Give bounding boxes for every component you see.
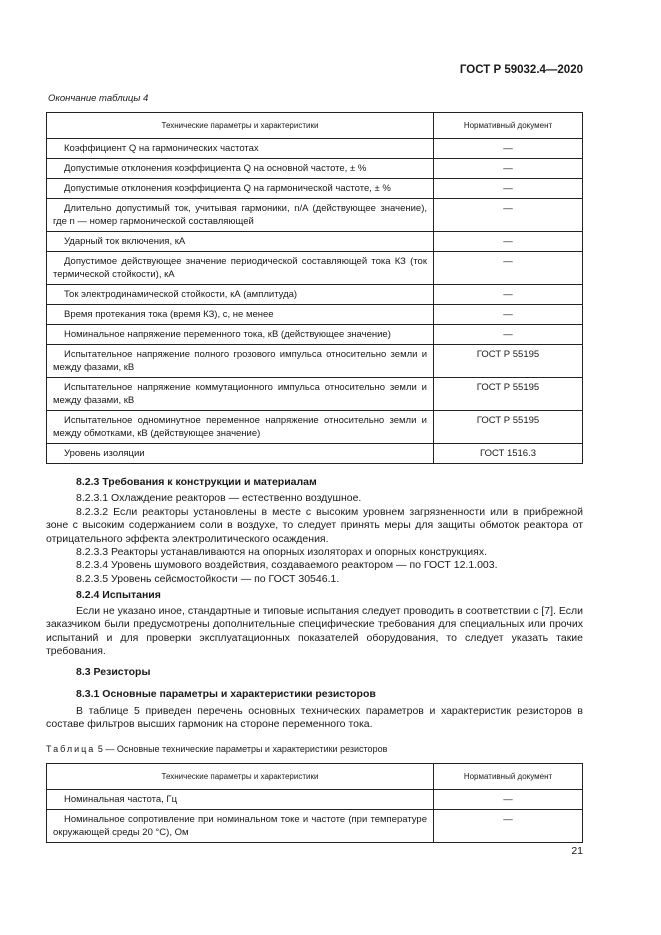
table-row xyxy=(47,252,583,285)
doc-cell: — xyxy=(434,139,583,159)
table5-caption xyxy=(46,744,387,754)
param-cell: Номинальная частота, Гц xyxy=(47,790,434,810)
doc-cell: — xyxy=(434,285,583,305)
section-8-2-3-5: 8.2.3.5 Уровень сейсмостойкости — по ГОСТ 30546.1. xyxy=(76,573,340,585)
section-8-3-1-text: В таблице 5 приведен перечень основных технических параметров и характеристик резисторов в составе фильтров высших гармоник на стороне переменного тока. xyxy=(46,705,583,731)
table-row xyxy=(47,305,583,325)
section-8-3-1-title: 8.3.1 Основные параметры и характеристики резисторов xyxy=(76,688,376,700)
section-8-2-3-title: 8.2.3 Требования к конструкции и материалам xyxy=(76,476,317,488)
param-cell: Время протекания тока (время КЗ), с, не менее xyxy=(47,305,434,325)
doc-cell: ГОСТ Р 55195 xyxy=(434,378,583,411)
table-row xyxy=(47,232,583,252)
param-cell: Длительно допустимый ток, учитывая гармоники, n/A (действующее значение), где n — номер гармонической составляющей xyxy=(47,199,434,232)
param-cell: Коэффициент Q на гармонических частотах xyxy=(47,139,434,159)
table-row xyxy=(47,345,583,378)
param-cell: Ударный ток включения, кА xyxy=(47,232,434,252)
doc-cell: — xyxy=(434,325,583,345)
section-8-2-3-3: 8.2.3.3 Реакторы устанавливаются на опорных изоляторах и опорных конструкциях. xyxy=(76,546,488,558)
table4-header-doc: Нормативный документ xyxy=(434,113,583,139)
table-row xyxy=(47,790,583,810)
table-row xyxy=(47,139,583,159)
section-8-2-4-text: Если не указано иное, стандартные и типовые испытания следует проводить в соответствии с [7]. Если заказчиком были предусмотрены дополнительные специфические требования для специальных или прочих испытаний и для проверки эксплуатационных показателей оборудования, то следует указать такие требования. xyxy=(46,605,583,658)
param-cell: Допустимые отклонения коэффициента Q на основной частоте, ± % xyxy=(47,159,434,179)
table4-body xyxy=(47,139,583,464)
doc-cell: ГОСТ Р 55195 xyxy=(434,345,583,378)
section-8-2-4-title: 8.2.4 Испытания xyxy=(76,589,161,601)
param-cell: Номинальное сопротивление при номинальном токе и частоте (при температуре окружающей среды 20 °С), Ом xyxy=(47,810,434,843)
param-cell: Номинальное напряжение переменного тока, кВ (действующее значение) xyxy=(47,325,434,345)
table-row xyxy=(47,285,583,305)
table-row xyxy=(47,444,583,464)
param-cell: Испытательное напряжение полного грозового импульса относительно земли и между фазами, кВ xyxy=(47,345,434,378)
doc-cell: — xyxy=(434,305,583,325)
section-8-3-title: 8.3 Резисторы xyxy=(76,666,151,678)
table5-caption-text: — Основные технические параметры и характеристики резисторов xyxy=(105,744,388,754)
doc-cell: — xyxy=(434,252,583,285)
table-4 xyxy=(46,112,583,464)
table5-header-doc: Нормативный документ xyxy=(434,764,583,790)
doc-cell: — xyxy=(434,790,583,810)
table-row xyxy=(47,179,583,199)
table4-header-params: Технические параметры и характеристики xyxy=(47,113,434,139)
table5-header-params: Технические параметры и характеристики xyxy=(47,764,434,790)
param-cell: Допустимые отклонения коэффициента Q на гармонической частоте, ± % xyxy=(47,179,434,199)
param-cell: Ток электродинамической стойкости, кА (амплитуда) xyxy=(47,285,434,305)
table-row xyxy=(47,411,583,444)
section-8-2-3-2: 8.2.3.2 Если реакторы установлены в месте с высоким уровнем загрязненности или в прибрежной зоне с высоким содержанием соли в воздухе, то следует принять меры для защиты обмоток реактора от отрицательного эффекта электролитического осаждения. xyxy=(46,506,583,545)
doc-cell: ГОСТ Р 55195 xyxy=(434,411,583,444)
doc-cell: — xyxy=(434,199,583,232)
param-cell: Испытательное одноминутное переменное напряжение относительно земли и между обмотками, кВ (действующее значение) xyxy=(47,411,434,444)
table-continuation-label: Окончание таблицы 4 xyxy=(48,93,149,104)
table-row xyxy=(47,810,583,843)
doc-cell: — xyxy=(434,810,583,843)
table-5 xyxy=(46,763,583,843)
param-cell: Испытательное напряжение коммутационного импульса относительно земли и между фазами, кВ xyxy=(47,378,434,411)
doc-cell: ГОСТ 1516.3 xyxy=(434,444,583,464)
table5-body xyxy=(47,790,583,843)
doc-cell: — xyxy=(434,179,583,199)
param-cell: Допустимое действующее значение периодической составляющей тока КЗ (ток термической стойкости), кА xyxy=(47,252,434,285)
table5-caption-number: 5 xyxy=(97,744,103,754)
table-row xyxy=(47,378,583,411)
table-row xyxy=(47,199,583,232)
doc-cell: — xyxy=(434,232,583,252)
section-8-2-3-4: 8.2.3.4 Уровень шумового воздействия, создаваемого реактором — по ГОСТ 12.1.003. xyxy=(76,559,498,571)
table-row xyxy=(47,159,583,179)
section-8-2-3-1: 8.2.3.1 Охлаждение реакторов — естественно воздушное. xyxy=(76,492,362,504)
table5-caption-label: Таблица xyxy=(46,744,96,754)
page-number: 21 xyxy=(571,845,583,857)
doc-cell: — xyxy=(434,159,583,179)
document-code: ГОСТ Р 59032.4—2020 xyxy=(459,64,583,76)
table-row xyxy=(47,325,583,345)
param-cell: Уровень изоляции xyxy=(47,444,434,464)
